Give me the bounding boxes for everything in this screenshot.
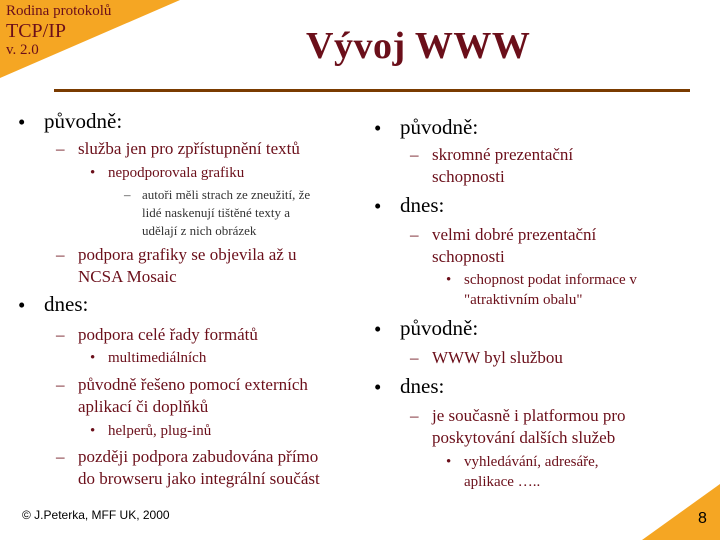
- right-bullet-puvodne-2: původně:: [400, 316, 479, 340]
- left-item-nepodporovala: nepodporovala grafiku: [108, 165, 245, 181]
- bullet-marker: •: [90, 165, 96, 181]
- left-item-podpora-grafiky-line1: podpora grafiky se objevila až u: [78, 245, 297, 264]
- right-bullet-dnes: dnes:: [400, 193, 445, 217]
- left-item-externich-line2: aplikací či doplňků: [78, 397, 209, 416]
- right-item-velmi-dobre-line2: schopnosti: [432, 247, 505, 266]
- dash-marker: –: [410, 406, 419, 425]
- left-item-zabudovana-line1: později podpora zabudována přímo: [78, 447, 319, 466]
- left-item-podpora-grafiky-line2: NCSA Mosaic: [78, 267, 177, 286]
- right-item-atraktivnim-line1: schopnost podat informace v: [464, 272, 637, 288]
- bullet-marker: •: [18, 110, 26, 134]
- bullet-marker: •: [374, 116, 382, 140]
- dash-marker: –: [56, 447, 65, 466]
- bottom-right-decoration: [642, 484, 720, 540]
- dash-marker: –: [56, 325, 65, 344]
- footer-copyright: © J.Peterka, MFF UK, 2000: [22, 508, 170, 522]
- dash-marker: –: [56, 245, 65, 264]
- bullet-marker: •: [374, 375, 382, 399]
- bullet-marker: •: [90, 423, 96, 439]
- right-bullet-dnes-2: dnes:: [400, 374, 445, 398]
- series-protocol: TCP/IP: [6, 20, 67, 42]
- left-item-formaty: podpora celé řady formátů: [78, 325, 258, 344]
- right-item-skromne-line2: schopnosti: [432, 167, 505, 186]
- bullet-marker: •: [374, 194, 382, 218]
- left-item-zabudovana-line2: do browseru jako integrální součást: [78, 469, 320, 488]
- right-item-platformou-line2: poskytování dalších služeb: [432, 428, 616, 447]
- bullet-marker: •: [446, 272, 452, 288]
- bullet-marker: •: [446, 454, 452, 470]
- right-item-atraktivnim-line2: "atraktivním obalu": [464, 292, 583, 308]
- dash-marker: –: [56, 139, 65, 158]
- left-item-autori-line3: udělají z nich obrázek: [142, 223, 257, 238]
- left-item-autori-line2: lidé naskenují tištěné texty a: [142, 205, 291, 220]
- right-item-velmi-dobre-line1: velmi dobré prezentační: [432, 225, 597, 244]
- left-item-autori-line1: autoři měli strach ze zneužití, že: [142, 187, 311, 202]
- bullet-marker: •: [90, 350, 96, 366]
- right-item-platformou-line1: je současně i platformou pro: [432, 406, 626, 425]
- dash-marker: –: [56, 375, 65, 394]
- series-version: v. 2.0: [6, 42, 39, 58]
- left-bullet-puvodne: původně:: [44, 109, 123, 133]
- series-label: [6, 4, 111, 58]
- page-number: 8: [698, 510, 707, 527]
- series-name: Rodina protokolů: [6, 3, 112, 19]
- right-item-vyhledavani-line2: aplikace …..: [464, 474, 541, 490]
- right-item-skromne-line1: skromné prezentační: [432, 145, 574, 164]
- dash-marker: –: [124, 187, 131, 202]
- right-item-www-sluzbou: WWW byl službou: [432, 348, 563, 367]
- slide-title: Vývoj WWW: [306, 25, 531, 67]
- bullet-marker: •: [18, 293, 26, 317]
- bullet-marker: •: [374, 317, 382, 341]
- left-item-helperu: helperů, plug-inů: [108, 423, 212, 439]
- right-item-vyhledavani-line1: vyhledávání, adresáře,: [464, 454, 599, 470]
- dash-marker: –: [410, 145, 419, 164]
- right-bullet-puvodne: původně:: [400, 115, 479, 139]
- title-divider: [54, 89, 690, 92]
- dash-marker: –: [410, 348, 419, 367]
- left-item-sluzba: služba jen pro zpřístupnění textů: [78, 139, 300, 158]
- left-item-externich-line1: původně řešeno pomocí externích: [78, 375, 308, 394]
- dash-marker: –: [410, 225, 419, 244]
- left-item-multimedialnich: multimediálních: [108, 350, 207, 366]
- left-bullet-dnes: dnes:: [44, 292, 89, 316]
